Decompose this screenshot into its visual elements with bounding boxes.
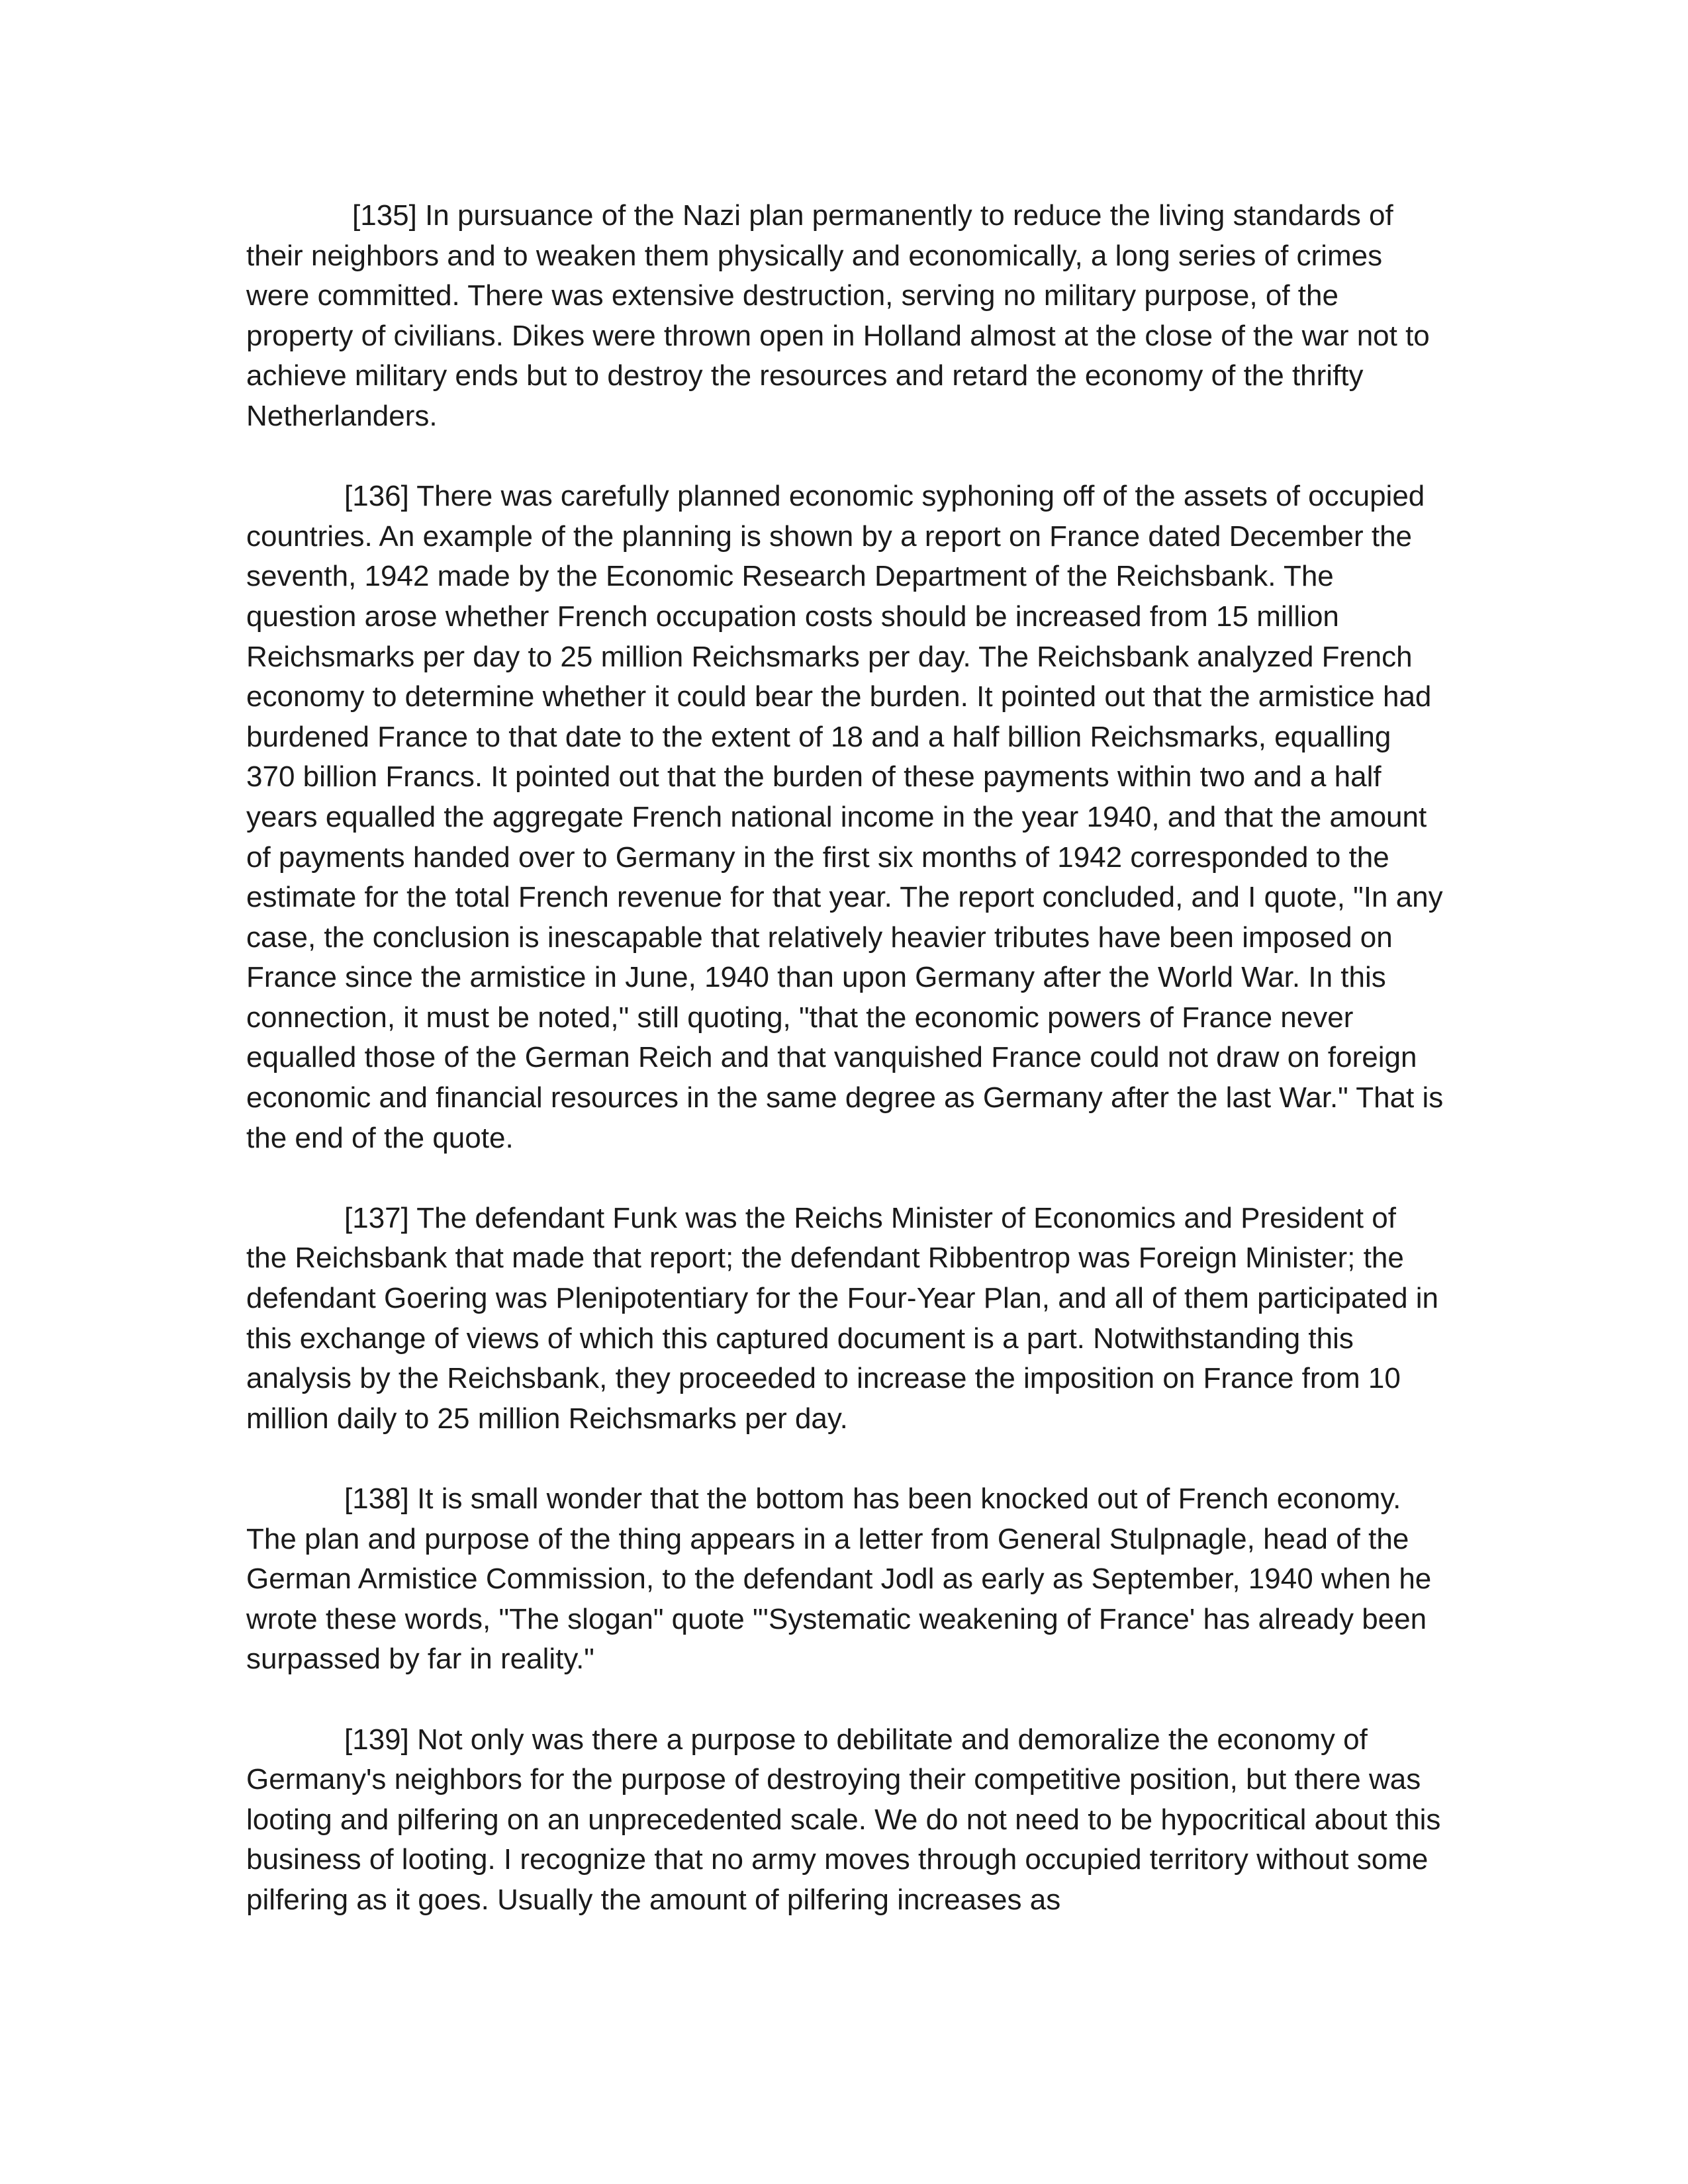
paragraph-139: [139] Not only was there a purpose to debilitate and demoralize the economy of Germany's neighbors for the purpose of destroying their competitive position, but there was looting and pilfering on an unprecedented scale. We do not need to be hypocritical about this business of looting. I recognize that no army moves through occupied territory without some pilfering as it goes. Usually the amount of pilfering increases as (246, 1723, 1441, 1916)
paragraph-135: [135] In pursuance of the Nazi plan permanently to reduce the living standards of their neighbors and to weaken them physically and economically, a long series of crimes were committed. There was extensive destruction, serving no military purpose, of the property of civilians. Dikes were thrown open in Holland almost at the close of the war not to achieve military ends but to destroy the resources and retard the economy of the thrifty Netherlanders. (246, 199, 1430, 432)
paragraph-137: [137] The defendant Funk was the Reichs Minister of Economics and President of the Reichsbank that made that report; the defendant Ribbentrop was Foreign Minister; the defendant Goering was Plenipotentiary for the Four-Year Plan, and all of them participated in this exchange of views of which this captured document is a part. Notwithstanding this analysis by the Reichsbank, they proceeded to increase the imposition on France from 10 million daily to 25 million Reichsmarks per day. (246, 1201, 1439, 1435)
paragraph-136: [136] There was carefully planned economic syphoning off of the assets of occupied countries. An example of the planning is shown by a report on France dated December the seventh, 1942 made by the Economic Research Department of the Reichsbank. The question arose whether French occupation costs should be increased from 15 million Reichsmarks per day to 25 million Reichsmarks per day. The Reichsbank analyzed French economy to determine whether it could bear the burden. It pointed out that the armistice had burdened France to that date to the extent of 18 and a half billion Reichsmarks, equalling 370 billion Francs. It pointed out that the burden of these payments within two and a half years equalled the aggregate French national income in the year 1940, and that the amount of payments handed over to Germany in the first six months of 1942 corresponded to the estimate for the total French revenue for that year. The report concluded, and I quote, "In any case, the conclusion is inescapable that relatively heavier tributes have been imposed on France since the armistice in June, 1940 than upon Germany after the World War. In this connection, it must be noted," still quoting, "that the economic powers of France never equalled those of the German Reich and that vanquished France could not draw on foreign economic and financial resources in the same degree as Germany after the last War." That is the end of the quote. (246, 480, 1444, 1154)
document-body (246, 196, 1444, 1960)
paragraph-138: [138] It is small wonder that the bottom has been knocked out of French economy. The plan and purpose of the thing appears in a letter from General Stulpnagle, head of the German Armistice Commission, to the defendant Jodl as early as September, 1940 when he wrote these words, "The slogan" quote "'Systematic weakening of France' has already been surpassed by far in reality." (246, 1482, 1432, 1676)
